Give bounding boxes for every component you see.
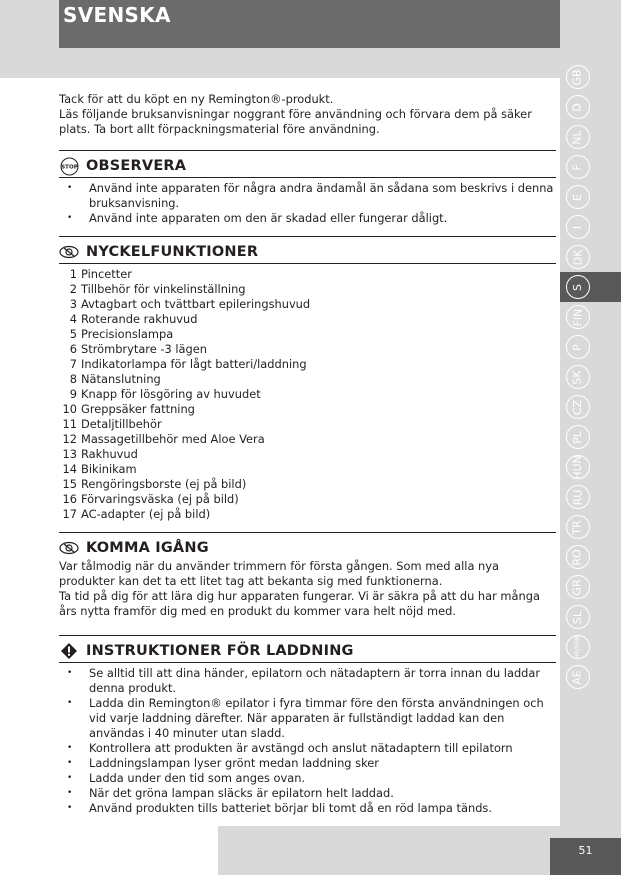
language-tab[interactable] (560, 182, 595, 212)
section-body (59, 559, 556, 619)
item-text: Greppsäker fattning (81, 402, 195, 416)
tab-label: PL (570, 430, 584, 444)
tab-ring (566, 185, 590, 209)
item-text: Pincetter (81, 267, 132, 281)
tab-ring (566, 575, 590, 599)
tab-ring (566, 395, 590, 419)
item-text: Rakhuvud (81, 447, 138, 461)
list-item (59, 387, 556, 402)
language-tab[interactable] (560, 392, 595, 422)
paragraph: Ta tid på dig för att lära dig hur apparaten fungerar. Vi är säkra på att du har många års nytta framför dig med en produkt du kommer vara helt nöjd med. (59, 589, 540, 618)
item-number: 12 (62, 432, 77, 446)
tab-ring (566, 275, 590, 299)
section-header (59, 532, 556, 559)
list-item (59, 432, 556, 447)
page-number: 51 (550, 838, 621, 875)
tab-label: E (570, 193, 584, 201)
item-text: AC-adapter (ej på bild) (81, 507, 211, 521)
language-tab[interactable] (560, 602, 595, 632)
section-body (59, 177, 556, 226)
item-number: 1 (69, 267, 77, 281)
list-item (59, 507, 556, 522)
tab-label: GB (570, 68, 584, 86)
item-text: Massagetillbehör med Aloe Vera (81, 432, 265, 446)
item-text: Indikatorlampa för lågt batteri/laddning (81, 357, 307, 371)
main-content (59, 92, 556, 816)
tab-label: RU (570, 489, 584, 505)
tab-ring (566, 305, 590, 329)
language-tab[interactable] (560, 122, 595, 152)
intro-line: Tack för att du köpt en ny Remington®-produkt. (59, 92, 334, 106)
item-text: Tillbehör för vinkelinställning (81, 282, 246, 296)
list-item (59, 477, 556, 492)
list-item (59, 282, 556, 297)
item-text: Rengöringsborste (ej på bild) (81, 477, 247, 491)
list-item: • Ladda under den tid som anges ovan. (59, 771, 556, 786)
section-laddning (59, 635, 556, 816)
list-item (59, 357, 556, 372)
language-tab[interactable] (560, 212, 595, 242)
language-tab[interactable] (560, 362, 595, 392)
warning-icon (59, 641, 79, 661)
list-item (59, 462, 556, 477)
language-tab[interactable] (560, 662, 595, 692)
intro (59, 92, 556, 150)
section-nyckelfunktioner (59, 236, 556, 532)
language-tab[interactable] (560, 332, 595, 362)
list-item (59, 342, 556, 357)
stop-icon-text: STOP (60, 164, 78, 171)
list-item: • Använd inte apparaten för några andra ändamål än sådana som beskrivs i denna bruksanvisning. (59, 181, 556, 211)
item-text: Nätanslutning (81, 372, 161, 386)
item-number: 6 (69, 342, 77, 356)
tab-label: F (570, 163, 584, 171)
item-number: 5 (69, 327, 77, 341)
list-item: • När det gröna lampan släcks är epilatorn helt laddad. (59, 786, 556, 801)
language-tab[interactable] (560, 272, 621, 302)
item-number: 3 (69, 297, 77, 311)
tab-ring (566, 455, 590, 479)
list-item: • Använd inte apparaten om den är skadad eller fungerar dåligt. (59, 211, 556, 226)
language-tab[interactable] (560, 572, 595, 602)
tab-label: NL (570, 129, 584, 145)
list-item: • Använd produkten tills batteriet börjar bli tomt då en röd lampa tänds. (59, 801, 556, 816)
language-tab[interactable] (560, 302, 595, 332)
tab-ring (566, 605, 590, 629)
eye-icon (59, 538, 79, 558)
language-tab[interactable] (560, 632, 595, 662)
tab-label: I (571, 225, 584, 229)
item-number: 7 (69, 357, 77, 371)
tab-ring (566, 155, 590, 179)
tab-label: FIN (571, 308, 584, 326)
tab-label: CZ (571, 399, 584, 415)
item-number: 11 (62, 417, 77, 431)
item-number: 17 (62, 507, 77, 521)
section-title: KOMMA IGÅNG (86, 539, 209, 556)
tab-ring (566, 515, 590, 539)
section-title: INSTRUKTIONER FÖR LADDNING (86, 642, 354, 659)
language-tab[interactable] (560, 92, 595, 122)
tab-label: TR (571, 519, 584, 535)
item-text: Strömbrytare -3 lägen (81, 342, 207, 356)
list-item: • Se alltid till att dina händer, epilatorn och nätadaptern är torra innan du laddar denna produkt. (59, 666, 556, 696)
tab-ring (566, 245, 590, 269)
tab-label: SL (571, 610, 584, 624)
item-number: 8 (69, 372, 77, 386)
section-komma-igang (59, 532, 556, 635)
list-item (59, 327, 556, 342)
list-item (59, 297, 556, 312)
item-text: Förvaringsväska (ej på bild) (81, 492, 239, 506)
tab-label: S (570, 283, 584, 291)
eye-icon (59, 242, 79, 262)
item-number: 2 (69, 282, 77, 296)
list-item (59, 402, 556, 417)
section-header (59, 150, 556, 177)
item-number: 15 (62, 477, 77, 491)
section-header (59, 635, 556, 662)
language-tab[interactable] (560, 242, 595, 272)
list-item (59, 417, 556, 432)
paragraph: Var tålmodig när du använder trimmern för första gången. Som med alla nya produkter kan det ta ett litet tag att bekanta sig med funktionerna. (59, 559, 500, 588)
item-number: 13 (62, 447, 77, 461)
list-item: • Laddningslampan lyser grönt medan laddning sker (59, 756, 556, 771)
item-text: Avtagbart och tvättbart epileringshuvud (81, 297, 311, 311)
tab-ring (566, 125, 590, 149)
item-text: Roterande rakhuvud (81, 312, 198, 326)
tab-ring (566, 365, 590, 389)
language-tab[interactable] (560, 452, 595, 482)
language-tab[interactable] (560, 422, 595, 452)
tab-ring (566, 425, 590, 449)
section-title: NYCKELFUNKTIONER (86, 243, 259, 260)
list-item (59, 372, 556, 387)
item-number: 9 (69, 387, 77, 401)
tab-ring (566, 635, 590, 659)
list-item (59, 312, 556, 327)
language-tab[interactable] (560, 542, 595, 572)
language-tab[interactable] (560, 152, 595, 182)
stop-icon (59, 156, 79, 176)
list-item (59, 492, 556, 507)
tab-label: GR (570, 578, 584, 596)
language-tabs (560, 62, 595, 692)
section-body (59, 263, 556, 522)
tab-label: SK (570, 369, 584, 385)
tab-label: AE (570, 669, 584, 685)
section-body (59, 662, 556, 816)
item-number: 16 (62, 492, 77, 506)
item-text: Bikinikam (81, 462, 137, 476)
intro-line: Läs följande bruksanvisningar noggrant före användning och förvara dem på säker plats. Ta bort allt förpackningsmaterial före användning. (59, 107, 532, 136)
language-tab[interactable] (560, 482, 595, 512)
item-text: Knapp för lösgöring av huvudet (81, 387, 261, 401)
tab-label: HR/SRB (574, 635, 582, 659)
list-item (59, 267, 556, 282)
tab-label: RO (571, 548, 584, 566)
language-tab[interactable] (560, 512, 595, 542)
tab-ring (566, 335, 590, 359)
bottom-band (218, 826, 560, 875)
tab-ring (566, 485, 590, 509)
section-header (59, 236, 556, 263)
item-text: Precisionslampa (81, 327, 174, 341)
list-item: • Ladda din Remington® epilator i fyra timmar före den första användningen och vid varje laddning därefter. När apparaten är fullständigt laddad kan den användas i 40 minuter utan sladd. (59, 696, 556, 741)
section-observera (59, 150, 556, 236)
tab-label: D (570, 102, 584, 112)
page-title: SVENSKA (63, 3, 171, 27)
item-number: 10 (62, 402, 77, 416)
section-title: OBSERVERA (86, 157, 187, 174)
tab-ring (566, 65, 590, 89)
item-number: 4 (69, 312, 77, 326)
tab-label: HUN (571, 454, 584, 480)
tab-ring (566, 215, 590, 239)
tab-label: P (570, 343, 584, 351)
tab-ring (566, 545, 590, 569)
item-text: Detaljtillbehör (81, 417, 162, 431)
item-number: 14 (62, 462, 77, 476)
tab-ring (566, 665, 590, 689)
language-tab[interactable] (560, 62, 595, 92)
list-item: • Kontrollera att produkten är avstängd och anslut nätadaptern till epilatorn (59, 741, 556, 756)
tab-ring (566, 95, 590, 119)
tab-label: DK (571, 249, 584, 265)
list-item (59, 447, 556, 462)
